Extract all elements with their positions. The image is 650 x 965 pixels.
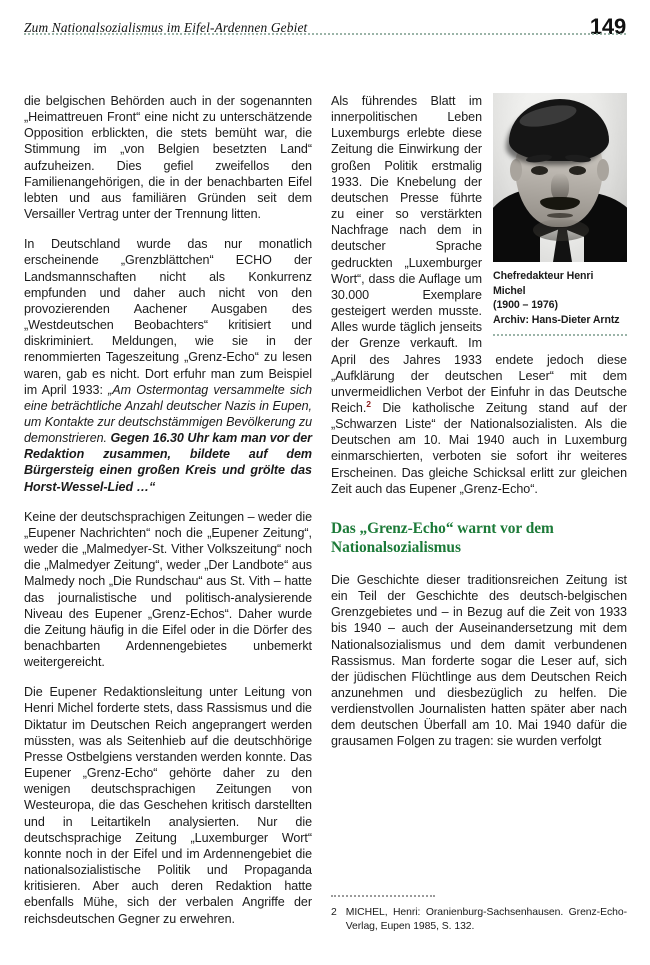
quote-bold-italic-text: Gegen 16.30 Uhr kam man vor der Redaktion zusammen, bildete auf dem Bürgersteig einen großen Kreis und grölte das Horst-Wessel-Lied …“ xyxy=(24,431,312,494)
portrait-photo-henri-michel xyxy=(493,93,627,262)
footnote-dotted-rule xyxy=(331,895,435,897)
footnote-marker-2[interactable]: 2 xyxy=(366,398,371,409)
caption-line-archive: Archiv: Hans-Dieter Arntz xyxy=(493,313,620,326)
page-number: 149 xyxy=(589,14,626,39)
paragraph-redaktionsleitung: Die Eupener Redaktionsleitung unter Leitung von Henri Michel forderte stets, dass Rassismus und die Diktatur im Deutschen Reich angeprangert werden müssten, was als Seitenhieb auf die deutschhörige Presse Ostbelgiens verstanden werden konnte. Das Eupener „Grenz-Echo“ gehörte daher zu den wenigen deutschsprachigen Zeitungen von Westeuropa, die das Geschehen kritisch darstellten und in Leitartikeln analysierten. Nur die deutschsprachige Zeitung „Luxemburger Wort“ konnte noch in der Eifel und im Ardennengebiet die nationalsozialistische Politik und Propaganda kritisieren. Aber auch deren Redaktion hatte ebenfalls Mühe, sich der verbalen Angriffe der reichsdeutschen Gegner zu erwehren. xyxy=(24,685,312,926)
figure-henri-michel xyxy=(493,93,627,336)
paragraph-grenzblaettchen xyxy=(24,236,312,495)
footnote-area xyxy=(331,895,627,934)
photo-vignette xyxy=(493,93,627,262)
figure-caption xyxy=(493,269,627,327)
rc-text-part2: täglich jenseits der Grenze verkauft. Im April des Jahres 1933 endete jedoch diese „Aufklärung der deutschen Leser“ mit dem unvermeidlichen Verbot der Einfuhr in das Deutsche Reich. xyxy=(331,320,627,415)
right-text-column xyxy=(331,93,627,750)
rc-text-part3: Die katholische Zeitung stand auf der „Schwarzen Liste“ der Nationalsozialisten. Als die Deutschen am 10. Mai 1940 auch in Luxemburg einmarschierten, verboten sie sofort ihr weiteres Erscheinen. Das gleiche Schicksal erlitt zur gleichen Zeit auch das Eupener „Grenz-Echo“. xyxy=(331,400,627,496)
header-dotted-rule xyxy=(24,33,626,37)
rc-text-part1: Als führendes Blatt im innerpolitischen Leben Luxemburgs erlebte diese Zeitung die Einwirkung der großen Politik erstmalig 1933. Die Knebelung der deutschen Presse führte zu einer so verstärkten Nachfrage nach dem in deutscher Sprache gedruckten „Luxemburger Wort“, dass die Auflage um 30.000 Exemplare gesteigert werden musste. Alles wurde xyxy=(331,94,482,335)
paragraph-geschichte: Die Geschichte dieser traditionsreichen Zeitung ist ein Teil der Geschichte des deutsch-belgischen Grenzgebietes und – in Bezug auf die Zeit von 1933 bis 1940 – auch der Auseinandersetzung mit dem Nationalsozialismus und dem damit verbundenen Rassismus. Man forderte sogar die Leser auf, sich der jüdischen Flüchtlinge aus dem Deutschen Reich anzunehmen und diesbezüglich zu helfen. Die verdienstvollen Journalisten hatten später aber nach dem deutschen Überfall am 10. Mai 1940 dafür die grausamen Folgen zu tragen: sie wurden verfolgt xyxy=(331,572,627,749)
paragraph-continued: die belgischen Behörden auch in der sogenannten „Heimattreuen Front“ eine nicht zu unterschätzende Opposition erblickten, die stets bemüht war, die Stimmung im „von Belgien besetzten Land“ aufzuheizen. Dies gefiel zweifellos den Familienangehörigen, die in der benachbarten Eifel lebten und aus familiären Gründen seit dem Versailler Vertrag unter der Trennung litten. xyxy=(24,94,312,222)
quote-italic-text: „Am Ostermontag versammelte sich eine beträchtliche Anzahl deutscher Nazis in Eupen, um Kontakte zur deutschstämmigen Bevölkerung zu demonstrieren. xyxy=(24,382,312,446)
paragraph-zeitungen: Keine der deutschsprachigen Zeitungen – weder die „Eupener Nachrichten“ noch die „Eupener Zeitung“, weder die „Malmedyer-St. Vither Volkszeitung“ noch die „Malmedyer Zeitung“, weder „Der Landbote“ aus Malmedy noch „Die Rundschau“ aus St. Vith – hatte das journalistische und politisch-analysierende Niveau des Eupener „Grenz-Echos“. Daher wurde die Zeitung häufig in die Eifel oder in die Dörfer des benachbarten Ardennengebietes unbemerkt weitergereicht. xyxy=(24,509,312,670)
section-heading-grenz-echo: Das „Grenz-Echo“ warnt vor dem Nationalsozialismus xyxy=(331,519,554,557)
photo-and-text-wrap xyxy=(331,93,627,497)
quote-lead-text: In Deutschland wurde das nur monatlich erscheinende „Grenzblättchen“ ECHO der Landsmannschaften nicht als Konkurrenz empfunden und daher auch nicht von den provozierenden Aachener Ausgaben des „Westdeutschen Beobachters“ kritisiert und diskriminiert. Meldungen, wie sie in der renommierten Tageszeitung „Grenz-Echo“ zu lesen waren, gab es nicht. Dort erfuhr man zum Beispiel im April 1933: xyxy=(24,237,312,397)
caption-dotted-rule xyxy=(493,334,627,336)
footnote-entry xyxy=(331,906,627,934)
caption-line-name: Chefredakteur Henri Michel xyxy=(493,270,594,297)
footnote-number: 2 xyxy=(331,907,337,918)
left-text-column xyxy=(24,93,312,927)
footnote-text: MICHEL, Henri: Oranienburg-Sachsenhausen. Grenz-Echo-Verlag, Eupen 1985, S. 132. xyxy=(345,907,627,932)
caption-line-dates: (1900 – 1976) xyxy=(493,299,558,312)
running-head-title: Zum Nationalsozialismus im Eifel-Ardennen Gebiet xyxy=(24,20,308,35)
